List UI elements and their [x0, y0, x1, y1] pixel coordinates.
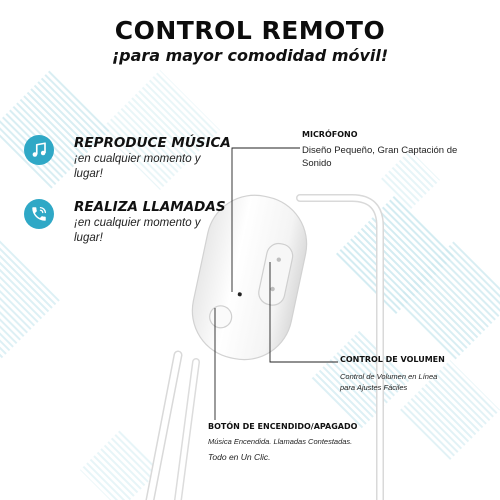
- music-note-icon: [24, 135, 54, 165]
- feature-calls-desc-line2: lugar!: [74, 232, 103, 244]
- power-callout-desc-line1: Música Encendida. Llamadas Contestadas.: [208, 437, 353, 446]
- microphone-callout-desc-line2: Sonido: [302, 158, 332, 169]
- phone-call-icon: [24, 199, 54, 229]
- page-subtitle: ¡para mayor comodidad móvil!: [111, 46, 389, 65]
- page-title: CONTROL REMOTO: [114, 16, 386, 45]
- feature-calls-desc-line1: ¡en cualquier momento y: [74, 217, 201, 229]
- feature-music-desc-line1: ¡en cualquier momento y: [74, 153, 201, 165]
- feature-music-desc-line2: lugar!: [74, 168, 103, 180]
- power-callout-title: BOTÓN DE ENCENDIDO/APAGADO: [208, 422, 358, 431]
- feature-calls-heading: REALIZA LLAMADAS: [74, 199, 226, 215]
- microphone-callout-desc-line1: Diseño Pequeño, Gran Captación de: [302, 145, 458, 156]
- volume-callout-title: CONTROL DE VOLUMEN: [340, 355, 445, 364]
- microphone-callout-title: MICRÓFONO: [302, 130, 358, 139]
- volume-callout-desc-line2: para Ajustes Fáciles: [340, 383, 408, 392]
- volume-callout-desc-line1: Control de Volumen en Línea: [340, 372, 438, 381]
- power-callout-desc-line2: Todo en Un Clic.: [208, 452, 271, 462]
- feature-music-heading: REPRODUCE MÚSICA: [74, 135, 231, 151]
